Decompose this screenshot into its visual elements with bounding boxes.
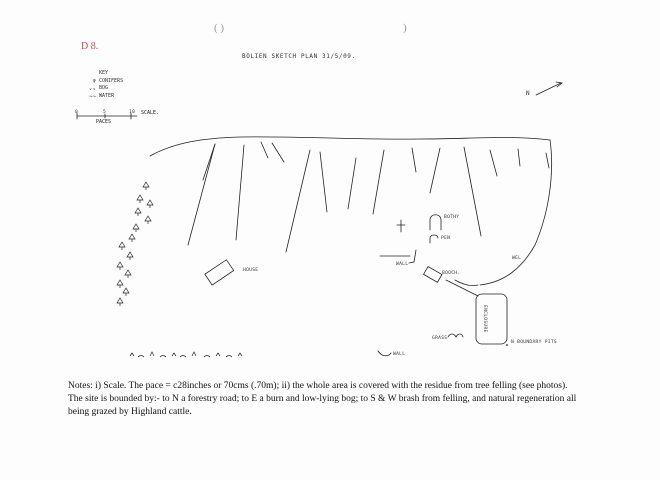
conifer-icon xyxy=(129,234,135,242)
bothy-label: BOTHY xyxy=(444,215,460,220)
conifer-icon xyxy=(137,195,143,203)
brash-line xyxy=(518,149,520,166)
conifer-icon xyxy=(117,298,123,306)
grass-tuft xyxy=(448,334,463,337)
conifer-icon xyxy=(145,216,151,224)
conifer-icon xyxy=(117,280,123,288)
legend-label: KEY xyxy=(99,70,109,76)
grass-label: GRASS xyxy=(432,336,448,341)
notes-line: being grazed by Highland cattle. xyxy=(68,407,192,417)
wel-label: WEL xyxy=(512,256,522,261)
path-line xyxy=(446,280,478,296)
brash-line xyxy=(373,150,384,214)
notes-line: Notes: i) Scale. The pace = c28inches or 70cms (.70m); ii) the whole area is covered with the residue from tree felling (see photos). xyxy=(68,381,568,391)
legend-label: WATER xyxy=(99,92,115,99)
conifer-icon xyxy=(119,242,125,250)
ridge-line xyxy=(150,137,550,156)
booch-label: BOOCH. xyxy=(442,271,461,276)
cross-mark xyxy=(397,220,405,232)
legend-label: BOG xyxy=(99,85,109,91)
bog-icon: ᵥᵥ xyxy=(88,85,96,92)
notes-line: The site is bounded by:- to N a forestry road; to E a burn and low-lying bog; to S & W brash from felling, and natural regeneration all xyxy=(68,394,577,404)
brash-line xyxy=(430,148,440,193)
bog-line xyxy=(130,352,242,357)
house-structure xyxy=(205,260,234,285)
conifer-icon xyxy=(143,182,149,190)
bothy-structure xyxy=(430,215,441,230)
conifer-icon xyxy=(135,208,141,216)
wall-arc xyxy=(378,351,391,356)
brash-line xyxy=(546,153,549,168)
brash-line xyxy=(412,148,416,172)
scale-tick-label: 10 xyxy=(129,110,136,115)
document-reference: D 8. xyxy=(81,41,99,52)
wall-label: WALL xyxy=(396,262,409,267)
house-label: HOUSE xyxy=(243,268,259,273)
north-arrow xyxy=(536,83,561,95)
conifer-group xyxy=(117,182,153,306)
sketch-plan-title: BOLIEN SKETCH PLAN 31/5/09. xyxy=(242,53,356,60)
scale-tick-label: 5 xyxy=(103,110,107,115)
scale-tick-label: 0 xyxy=(75,110,79,115)
enclosure-structure xyxy=(476,294,507,344)
boundary-link xyxy=(455,280,478,286)
conifer-icon xyxy=(133,224,139,232)
north-arrowhead xyxy=(556,82,562,87)
wall-ends xyxy=(506,344,508,346)
brash-line xyxy=(286,150,310,252)
brash-line xyxy=(261,142,268,158)
brash-line xyxy=(320,152,327,212)
booch-structure xyxy=(424,267,442,283)
notes-block xyxy=(68,380,608,419)
brash-line xyxy=(464,147,481,236)
paces-label: PACES xyxy=(96,119,112,125)
brash-line xyxy=(188,144,215,245)
north-label: N xyxy=(526,90,530,97)
brash-line xyxy=(272,143,284,162)
brash-line xyxy=(490,150,497,176)
conifer-icon xyxy=(125,270,131,278)
conifer-icon xyxy=(117,262,123,270)
brash-line xyxy=(348,158,356,209)
brash-line xyxy=(236,145,244,240)
enclosure-label: ENCLOSURE xyxy=(482,305,487,333)
conifer-icon xyxy=(123,288,129,296)
parenthesis-mark: ( ) xyxy=(214,22,225,34)
scale-label: SCALE. xyxy=(141,110,160,116)
conifer-icon: ♆ xyxy=(92,77,96,85)
pen-label: PEN xyxy=(441,236,451,241)
wall-corner xyxy=(409,250,416,263)
water-icon: ∼∼ xyxy=(88,92,96,100)
parenthesis-mark-right: ) xyxy=(403,22,407,34)
pen-structure xyxy=(430,235,438,243)
conifer-icon xyxy=(147,200,153,208)
boundary-pits-label: N BOUNDARY PITS xyxy=(511,340,557,345)
legend-label: CONIFERS xyxy=(99,77,124,84)
wall-label-south: WALL xyxy=(393,352,406,357)
east-boundary xyxy=(480,140,552,285)
conifer-icon xyxy=(127,252,133,260)
